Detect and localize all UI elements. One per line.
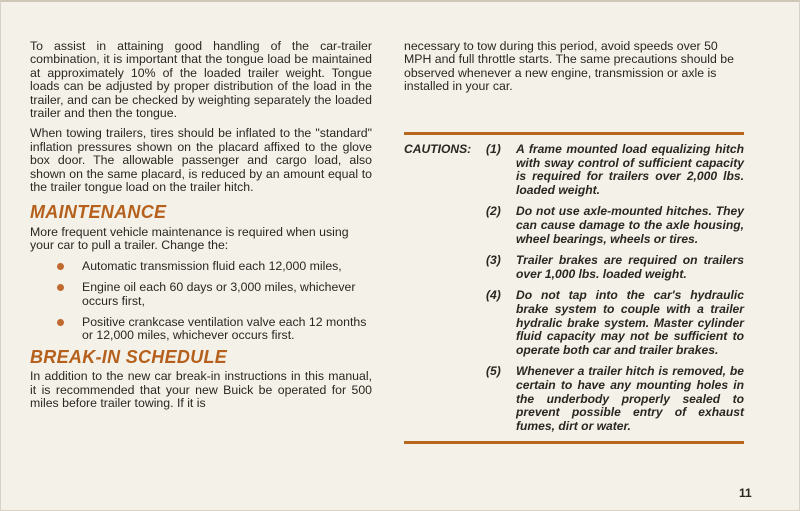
caution-item: (3) Trailer brakes are required on trailers over 1,000 lbs. loaded weight. [486,253,744,281]
breakin-heading: BREAK-IN SCHEDULE [30,346,228,367]
list-item: Engine oil each 60 days or 3,000 miles, whichever occurs first, [30,281,372,308]
cautions-label: CAUTIONS: [404,142,472,156]
maintenance-heading: MAINTENANCE [30,202,167,223]
list-item: Positive crankcase ventilation valve each 12 months or 12,000 miles, whichever occurs first. [30,316,372,343]
bullet-icon [57,284,64,291]
left-column [30,40,372,417]
caution-item: CAUTIONS: (1) A frame mounted load equalizing hitch with sway control of sufficient capacity is required for trailers over 2,000 lbs. loaded weight. [404,142,744,197]
paragraph-breakin: In addition to the new car break-in instructions in this manual, it is recommended that your new Buick be operated for 500 miles before trailer towing. If it is [30,369,372,410]
divider-bottom [404,441,744,444]
bullet-icon [57,319,64,326]
caution-item: (5) Whenever a trailer hitch is removed, be certain to have any mounting holes in the underbody properly sealed to prevent possible entry of exhaust fumes, dirt or water. [486,364,744,433]
paragraph-breakin-continued: necessary to tow during this period, avoid speeds over 50 MPH and full throttle starts. The same precautions should be observed whenever a new engine, transmission or axle is installed in your car. [404,39,734,94]
caution-item: (4) Do not tap into the car's hydraulic brake system to couple with a trailer hydralic brake system. Master cylinder fluid capacity may not be sufficient to operate both car and trailer brakes. [486,288,744,357]
maintenance-list [30,260,372,343]
page-number: 11 [739,486,752,500]
maintenance-intro: More frequent vehicle maintenance is required when using your car to pull a trailer. Change the: [30,224,349,253]
bullet-icon [57,263,64,270]
cautions-box [404,132,744,444]
paragraph-tire-inflation: When towing trailers, tires should be inflated to the "standard" inflation pressures shown on the placard affixed to the glove box door. The allowable passenger and cargo load, also shown on the same placard, is reduced by an amount equal to the trailer tongue load on the trailer hitch. [30,126,372,195]
divider-top [404,132,744,135]
caution-item: (2) Do not use axle-mounted hitches. They can cause damage to the axle housing, wheel bearings, wheels or tires. [486,204,744,246]
list-item: Automatic transmission fluid each 12,000 miles, [30,260,372,273]
right-column [404,40,744,101]
paragraph-tongue-load: To assist in attaining good handling of the car-trailer combination, it is important that the tongue load be maintained at approximately 10% of the loaded trailer weight. Tongue loads can be adjusted by proper distribution of the load in the trailer, and can be checked by weighting separately the loaded trailer and then the tongue. [30,39,372,121]
